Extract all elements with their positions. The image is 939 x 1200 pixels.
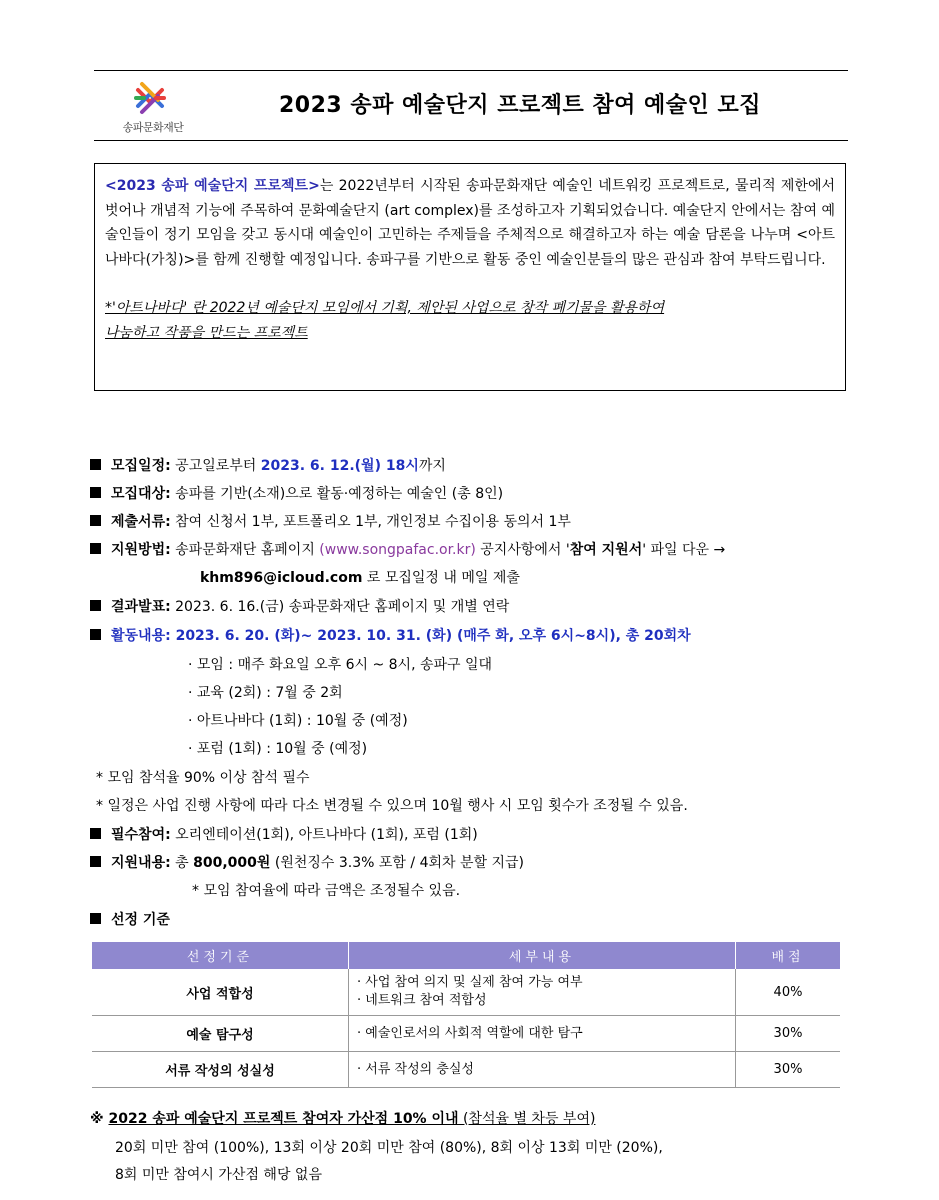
intro-note-line1: *'아트나바다' 란 2022년 예술단지 모임에서 기획, 제안된 사업으로 창작 폐기물을 활용하여	[105, 300, 665, 316]
required-value: 오리엔테이션(1회), 아트나바다 (1회), 포럼 (1회)	[170, 827, 478, 843]
intro-paragraph	[105, 174, 835, 272]
activity-value: 2023. 6. 20. (화)~ 2023. 10. 31. (화) (매주 화, 오후 6시~8시), 총 20회차	[170, 628, 691, 644]
bonus-line: 8회 미만 참여시 가산점 해당 없음	[115, 1167, 322, 1183]
intro-body: 는 2022년부터 시작된 송파문화재단 예술인 네트워킹 프로젝트로, 물리적 제한에서 벗어나 개념적 기능에 주목하여 문화예술단지 (art complex)를 조성하고자 기획되었습니다. 예술단지 안에서는 참여 예술인들이 정기 모임을 갖고 동시대 예술인이 고민하는 주제들을 주체적으로 해결하고자 하는 예술 담론을 나누며 <아트나바다(가칭)>를 함께 진행할 예정입니다. 송파구를 기반으로 활동 중인 예술인분들의 많은 관심과 참여 부탁드립니다.	[105, 178, 835, 268]
criteria-details	[349, 1052, 736, 1088]
songpa-logo-icon	[130, 78, 170, 118]
bonus-underlined	[108, 1111, 595, 1127]
criteria-details	[349, 1016, 736, 1052]
criteria-label: 선정 기준	[111, 912, 170, 928]
intro-box	[94, 163, 846, 391]
criteria-name: 사업 적합성	[92, 969, 349, 1016]
criteria-detail-line: · 네트워크 참여 적합성	[357, 993, 487, 1008]
apply-pre: 송파문화재단 홈페이지	[170, 542, 320, 558]
apply-email-post: 로 모집일정 내 메일 제출	[362, 570, 520, 586]
bonus-heading	[90, 1108, 595, 1128]
criteria-table	[92, 942, 840, 1088]
apply-url-link[interactable]: (www.songpafac.or.kr)	[319, 542, 476, 558]
schedule-label: 모집일정:	[111, 458, 171, 474]
table-header-cell: 세부내용	[349, 942, 736, 969]
required-row	[90, 824, 478, 844]
criteria-name: 서류 작성의 성실성	[92, 1052, 349, 1088]
table-header-cell: 배점	[736, 942, 841, 969]
bullet-square-icon	[90, 487, 101, 498]
apply-post: ' 파일 다운 →	[642, 542, 726, 558]
apply-label: 지원방법:	[111, 542, 171, 558]
docs-row	[90, 511, 571, 531]
support-pre: 총	[170, 855, 194, 871]
result-label: 결과발표:	[111, 599, 171, 615]
support-label: 지원내용:	[111, 855, 171, 871]
bullet-square-icon	[90, 913, 101, 924]
target-value: 송파를 기반(소재)으로 활동·예정하는 예술인 (총 8인)	[170, 486, 504, 502]
apply-file: 참여 지원서	[569, 542, 643, 558]
bullet-square-icon	[90, 629, 101, 640]
criteria-score: 40%	[736, 969, 841, 1016]
criteria-score: 30%	[736, 1016, 841, 1052]
org-logo	[110, 78, 190, 138]
criteria-detail-line: · 서류 작성의 충실성	[357, 1061, 474, 1077]
criteria-heading	[90, 909, 170, 929]
result-value: 2023. 6. 16.(금) 송파문화재단 홈페이지 및 개별 연락	[170, 599, 510, 615]
apply-mid: 공지사항에서 '	[475, 542, 570, 558]
bullet-square-icon	[90, 856, 101, 867]
activity-item: · 모임 : 매주 화요일 오후 6시 ~ 8시, 송파구 일대	[188, 657, 493, 673]
criteria-score: 30%	[736, 1052, 841, 1088]
bonus-line: 20회 미만 참여 (100%), 13회 이상 20회 미만 참여 (80%), 8회 이상 13회 미만 (20%),	[115, 1140, 663, 1156]
criteria-detail-line: · 예술인로서의 사회적 역할에 대한 탐구	[357, 1025, 583, 1041]
note-attendance: * 모임 참석율 90% 이상 참석 필수	[96, 770, 310, 786]
schedule-pre: 공고일로부터	[170, 458, 261, 474]
reference-mark-icon: ※	[90, 1111, 109, 1127]
org-name: 송파문화재단	[122, 121, 184, 134]
table-header-row	[92, 942, 840, 969]
activity-row	[90, 625, 691, 645]
target-row	[90, 483, 503, 503]
bullet-square-icon	[90, 459, 101, 470]
required-label: 필수참여:	[111, 827, 171, 843]
result-row	[90, 596, 509, 616]
bonus-title-post: (참석율 별 차등 부여)	[458, 1111, 596, 1127]
schedule-row	[90, 455, 446, 475]
criteria-detail-line: · 사업 참여 의지 및 실제 참여 가능 여부	[357, 975, 583, 990]
intro-note	[105, 296, 835, 345]
table-row	[92, 1052, 840, 1088]
intro-highlight: <2023 송파 예술단지 프로젝트>	[105, 178, 320, 194]
apply-email-link[interactable]: khm896@icloud.com	[200, 570, 363, 586]
bullet-square-icon	[90, 828, 101, 839]
table-row	[92, 969, 840, 1016]
activity-item: · 아트나바다 (1회) : 10월 중 (예정)	[188, 713, 408, 729]
support-row	[90, 852, 524, 872]
table-row	[92, 1016, 840, 1052]
apply-email-row	[200, 567, 520, 587]
apply-row	[90, 539, 725, 559]
header-bottom-rule	[94, 140, 848, 141]
support-post: (원천징수 3.3% 포함 / 4회차 분할 지급)	[270, 855, 524, 871]
bullet-square-icon	[90, 515, 101, 526]
activity-item: · 교육 (2회) : 7월 중 2회	[188, 685, 343, 701]
target-label: 모집대상:	[111, 486, 171, 502]
intro-note-line2: 나눔하고 작품을 만드는 프로젝트	[105, 324, 308, 341]
schedule-date: 2023. 6. 12.(월) 18시	[260, 458, 419, 474]
criteria-details	[349, 969, 736, 1016]
support-note: * 모임 참여율에 따라 금액은 조정될수 있음.	[192, 883, 461, 899]
schedule-post: 까지	[418, 458, 446, 474]
page-title: 2023 송파 예술단지 프로젝트 참여 예술인 모집	[279, 93, 761, 118]
bullet-square-icon	[90, 543, 101, 554]
table-header-cell: 선정기준	[92, 942, 349, 969]
support-amount: 800,000원	[193, 855, 271, 871]
note-schedule-change: * 일정은 사업 진행 사항에 따라 다소 변경될 수 있으며 10월 행사 시 모임 횟수가 조정될 수 있음.	[96, 798, 688, 814]
docs-label: 제출서류:	[111, 514, 171, 530]
bullet-square-icon	[90, 600, 101, 611]
bonus-title: 2022 송파 예술단지 프로젝트 참여자 가산점 10% 이내	[108, 1111, 459, 1127]
activity-item: · 포럼 (1회) : 10월 중 (예정)	[188, 741, 368, 757]
activity-label: 활동내용:	[111, 628, 171, 644]
docs-value: 참여 신청서 1부, 포트폴리오 1부, 개인정보 수집이용 동의서 1부	[170, 514, 571, 530]
header-top-rule	[94, 70, 848, 71]
criteria-name: 예술 탐구성	[92, 1016, 349, 1052]
